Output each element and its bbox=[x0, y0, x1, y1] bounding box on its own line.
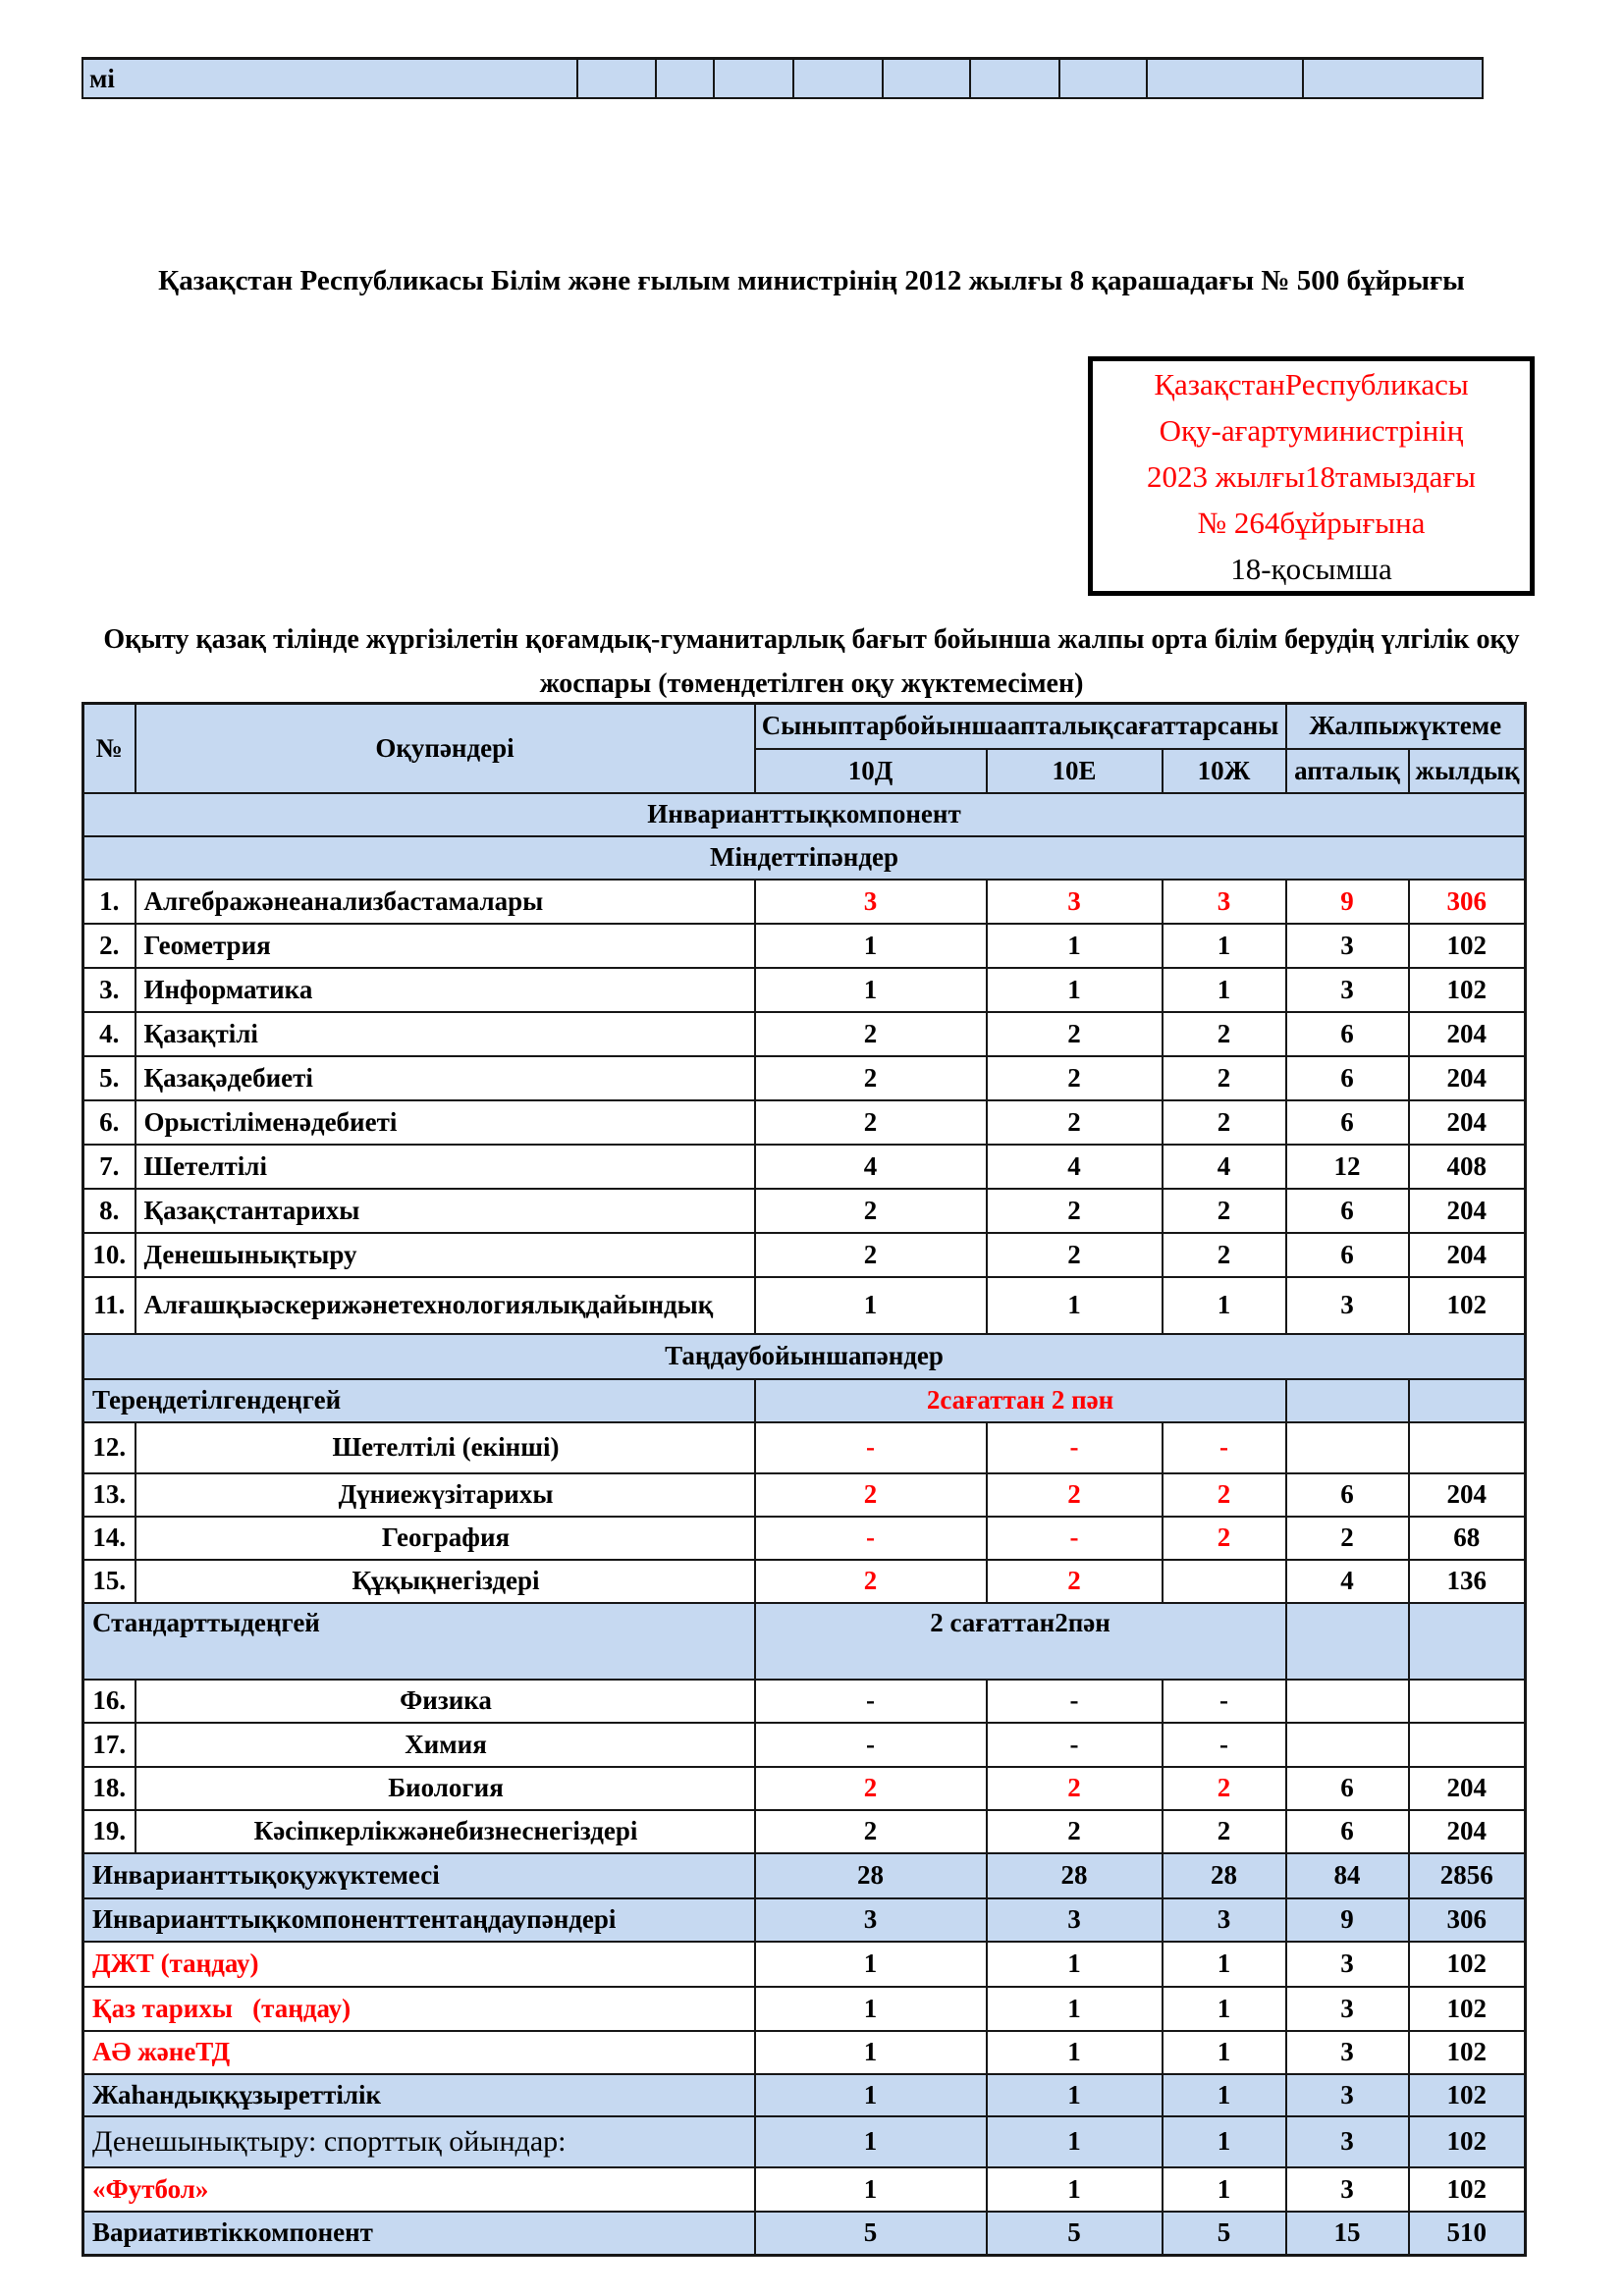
value-cell: 2 bbox=[1163, 1056, 1286, 1100]
table-row bbox=[83, 1517, 1526, 1560]
value-cell: 3 bbox=[1286, 968, 1409, 1012]
table-row bbox=[83, 968, 1526, 1012]
value-cell bbox=[1286, 1422, 1409, 1473]
subject-cell: Қазақәдебиеті bbox=[135, 1056, 755, 1100]
top-strip-cell bbox=[793, 59, 883, 99]
value-cell: 1 bbox=[755, 2116, 987, 2167]
value-cell: 2 bbox=[755, 1189, 987, 1233]
subject-cell: АӘ жәнеТД bbox=[83, 2031, 755, 2074]
row-number-cell: 13. bbox=[83, 1473, 135, 1517]
value-cell: 6 bbox=[1286, 1473, 1409, 1517]
value-cell: 102 bbox=[1409, 2116, 1526, 2167]
subject-cell: Кәсіпкерлікжәнебизнеснегіздері bbox=[135, 1810, 755, 1853]
row-number-cell: 2. bbox=[83, 924, 135, 968]
col-10e-header: 10Е bbox=[987, 749, 1163, 793]
row-number-cell: 4. bbox=[83, 1012, 135, 1056]
table-row bbox=[83, 1189, 1526, 1233]
value-cell: 2 bbox=[1163, 1100, 1286, 1145]
col-weekly-header: апталық bbox=[1286, 749, 1409, 793]
value-cell: 1 bbox=[1163, 2167, 1286, 2212]
value-cell: 6 bbox=[1286, 1100, 1409, 1145]
value-cell: 1 bbox=[755, 2031, 987, 2074]
value-cell: - bbox=[987, 1422, 1163, 1473]
row-number-cell: 7. bbox=[83, 1145, 135, 1189]
value-cell: 1 bbox=[755, 968, 987, 1012]
row-number-cell: 18. bbox=[83, 1767, 135, 1810]
stamp-line: Оқу-ағартуминистрінің bbox=[1159, 412, 1464, 448]
top-strip-cell: мі bbox=[82, 59, 577, 99]
table-row bbox=[83, 1603, 1526, 1680]
value-cell: 2 bbox=[1163, 1517, 1286, 1560]
value-cell: 28 bbox=[1163, 1853, 1286, 1898]
table-row bbox=[83, 924, 1526, 968]
value-cell: - bbox=[987, 1723, 1163, 1767]
level-label-cell: Стандарттыдеңгей bbox=[83, 1603, 755, 1680]
value-cell: 1 bbox=[755, 924, 987, 968]
subject-cell: Дүниежүзітарихы bbox=[135, 1473, 755, 1517]
value-cell: 2 bbox=[755, 1810, 987, 1853]
table-row bbox=[83, 1473, 1526, 1517]
value-cell: 1 bbox=[1163, 968, 1286, 1012]
value-cell: 306 bbox=[1409, 880, 1526, 924]
value-cell: - bbox=[755, 1517, 987, 1560]
value-cell: 5 bbox=[755, 2212, 987, 2256]
value-cell: 6 bbox=[1286, 1767, 1409, 1810]
subject-cell: ДЖТ (таңдау) bbox=[83, 1942, 755, 1987]
value-cell: 68 bbox=[1409, 1517, 1526, 1560]
top-strip-cell bbox=[1059, 59, 1147, 99]
document-subtitle: Оқыту қазақ тілінде жүргізілетін қоғамдық-гуманитарлық бағыт бойынша жалпы орта білім берудің үлгілік оқу жоспары (төмендетілген оқу жүктемесімен) bbox=[103, 624, 1520, 699]
row-number-cell: 5. bbox=[83, 1056, 135, 1100]
table-row bbox=[83, 2031, 1526, 2074]
table-row bbox=[83, 1898, 1526, 1942]
value-cell: 2 bbox=[1286, 1517, 1409, 1560]
value-cell bbox=[1286, 1723, 1409, 1767]
col-classes-group-header: Сыныптарбойыншаапталықсағаттарсаны bbox=[755, 704, 1286, 749]
curriculum-table bbox=[81, 702, 1527, 2257]
table-row bbox=[83, 1277, 1526, 1334]
subject-cell: Геометрия bbox=[135, 924, 755, 968]
value-cell: - bbox=[755, 1723, 987, 1767]
value-cell: 1 bbox=[755, 1277, 987, 1334]
value-cell: 1 bbox=[987, 968, 1163, 1012]
value-cell: 408 bbox=[1409, 1145, 1526, 1189]
value-cell: 2 bbox=[1163, 1233, 1286, 1277]
value-cell: 2 bbox=[755, 1012, 987, 1056]
value-cell: 102 bbox=[1409, 2074, 1526, 2116]
value-cell: 5 bbox=[987, 2212, 1163, 2256]
value-cell: 204 bbox=[1409, 1056, 1526, 1100]
value-cell: 136 bbox=[1409, 1560, 1526, 1603]
table-row bbox=[83, 880, 1526, 924]
value-cell: 3 bbox=[1286, 1987, 1409, 2031]
stamp-line: 18-қосымша bbox=[1230, 551, 1392, 586]
value-cell: 3 bbox=[1286, 1277, 1409, 1334]
value-cell: 1 bbox=[1163, 1277, 1286, 1334]
subject-cell: Инварианттықкомпоненттентаңдаупәндері bbox=[83, 1898, 755, 1942]
value-cell: - bbox=[755, 1680, 987, 1723]
value-cell: 1 bbox=[987, 2031, 1163, 2074]
value-cell: 102 bbox=[1409, 968, 1526, 1012]
value-cell: 102 bbox=[1409, 1277, 1526, 1334]
value-cell: 2 bbox=[987, 1100, 1163, 1145]
value-cell: 4 bbox=[1286, 1560, 1409, 1603]
value-cell: 6 bbox=[1286, 1189, 1409, 1233]
table-row bbox=[83, 2167, 1526, 2212]
row-number-cell: 16. bbox=[83, 1680, 135, 1723]
top-strip-cell bbox=[883, 59, 970, 99]
row-number-cell: 14. bbox=[83, 1517, 135, 1560]
value-cell: 15 bbox=[1286, 2212, 1409, 2256]
value-cell: 1 bbox=[1163, 2031, 1286, 2074]
section-label-cell: Таңдаубойыншапәндер bbox=[83, 1334, 1526, 1379]
value-cell: 2 bbox=[987, 1056, 1163, 1100]
value-cell: - bbox=[1163, 1680, 1286, 1723]
value-cell: 3 bbox=[1163, 1898, 1286, 1942]
table-row bbox=[83, 1334, 1526, 1379]
value-cell: - bbox=[987, 1680, 1163, 1723]
value-cell: - bbox=[987, 1517, 1163, 1560]
subject-cell: Денешынықтыру bbox=[135, 1233, 755, 1277]
value-cell: 2 bbox=[987, 1560, 1163, 1603]
table-row bbox=[83, 1100, 1526, 1145]
value-cell: 2 bbox=[1163, 1767, 1286, 1810]
subject-cell: Орыстіліменәдебиеті bbox=[135, 1100, 755, 1145]
value-cell: 1 bbox=[987, 1987, 1163, 2031]
subject-cell: Құқықнегіздері bbox=[135, 1560, 755, 1603]
table-row bbox=[83, 1012, 1526, 1056]
value-cell: 204 bbox=[1409, 1012, 1526, 1056]
value-cell: 3 bbox=[1286, 924, 1409, 968]
value-cell: 102 bbox=[1409, 1942, 1526, 1987]
subject-cell: Физика bbox=[135, 1680, 755, 1723]
value-cell: 3 bbox=[755, 1898, 987, 1942]
value-cell: 3 bbox=[987, 880, 1163, 924]
value-cell: 3 bbox=[987, 1898, 1163, 1942]
value-cell bbox=[1409, 1603, 1526, 1680]
subject-cell: Денешынықтыру: спорттық ойындар: bbox=[83, 2116, 755, 2167]
col-subjects-header: Оқупәндері bbox=[135, 704, 755, 793]
value-cell: 2 bbox=[755, 1560, 987, 1603]
col-total-group-header: Жалпыжүктеме bbox=[1286, 704, 1526, 749]
value-cell: 12 bbox=[1286, 1145, 1409, 1189]
col-number-header: № bbox=[83, 704, 135, 793]
document-title: Қазақстан Республикасы Білім және ғылым министрінің 2012 жылғы 8 қарашадағы № 500 бұйрығы bbox=[158, 265, 1465, 296]
value-cell: 2 bbox=[755, 1473, 987, 1517]
curriculum-table-header bbox=[83, 704, 1526, 793]
table-row bbox=[83, 1723, 1526, 1767]
value-cell: 5 bbox=[1163, 2212, 1286, 2256]
value-cell: 6 bbox=[1286, 1012, 1409, 1056]
value-cell: 2 bbox=[755, 1056, 987, 1100]
value-cell: 1 bbox=[1163, 1987, 1286, 2031]
value-cell: 6 bbox=[1286, 1056, 1409, 1100]
row-number-cell: 11. bbox=[83, 1277, 135, 1334]
value-cell: 9 bbox=[1286, 1898, 1409, 1942]
value-cell: 1 bbox=[1163, 2074, 1286, 2116]
value-cell: 3 bbox=[1286, 1942, 1409, 1987]
subject-cell: Қазақтілі bbox=[135, 1012, 755, 1056]
header-row bbox=[83, 704, 1526, 749]
table-row bbox=[83, 1233, 1526, 1277]
curriculum-table-body bbox=[83, 793, 1526, 2256]
value-cell: 1 bbox=[755, 1987, 987, 2031]
value-cell: 2 bbox=[1163, 1012, 1286, 1056]
value-cell: 1 bbox=[755, 1942, 987, 1987]
value-cell: 204 bbox=[1409, 1473, 1526, 1517]
value-cell bbox=[1409, 1379, 1526, 1422]
subject-cell: Химия bbox=[135, 1723, 755, 1767]
value-cell: 2856 bbox=[1409, 1853, 1526, 1898]
table-row bbox=[83, 1680, 1526, 1723]
table-row bbox=[83, 2212, 1526, 2256]
value-cell bbox=[1163, 1560, 1286, 1603]
col-10d-header: 10Д bbox=[755, 749, 987, 793]
top-strip-cell bbox=[1303, 59, 1483, 99]
top-strip-cell bbox=[970, 59, 1059, 99]
level-span-cell: 2сағаттан 2 пән bbox=[755, 1379, 1286, 1422]
value-cell: 2 bbox=[987, 1189, 1163, 1233]
table-row bbox=[83, 836, 1526, 880]
col-yearly-header: жылдық bbox=[1409, 749, 1526, 793]
value-cell: 3 bbox=[1286, 2116, 1409, 2167]
subject-cell: Жаһандыққұзыреттілік bbox=[83, 2074, 755, 2116]
table-row bbox=[83, 1379, 1526, 1422]
value-cell: 1 bbox=[987, 1942, 1163, 1987]
stamp-line: ҚазақстанРеспубликасы bbox=[1154, 366, 1469, 401]
value-cell: 204 bbox=[1409, 1810, 1526, 1853]
value-cell: 3 bbox=[1286, 2074, 1409, 2116]
top-strip-row bbox=[82, 59, 1483, 99]
value-cell: 1 bbox=[755, 2167, 987, 2212]
stamp-line: № 264бұйрығына bbox=[1197, 505, 1426, 540]
value-cell bbox=[1409, 1723, 1526, 1767]
subject-cell: Алғашқыәскерижәнетехнологиялықдайындық bbox=[135, 1277, 755, 1334]
value-cell: 1 bbox=[987, 2167, 1163, 2212]
section-label-cell: Инварианттықкомпонент bbox=[83, 793, 1526, 836]
row-number-cell: 6. bbox=[83, 1100, 135, 1145]
value-cell: 1 bbox=[1163, 1942, 1286, 1987]
subject-cell: Информатика bbox=[135, 968, 755, 1012]
row-number-cell: 19. bbox=[83, 1810, 135, 1853]
value-cell: 28 bbox=[755, 1853, 987, 1898]
row-number-cell: 1. bbox=[83, 880, 135, 924]
value-cell: 1 bbox=[987, 1277, 1163, 1334]
value-cell: 9 bbox=[1286, 880, 1409, 924]
value-cell: 2 bbox=[755, 1767, 987, 1810]
table-row bbox=[83, 793, 1526, 836]
value-cell: 3 bbox=[1286, 2031, 1409, 2074]
col-10zh-header: 10Ж bbox=[1163, 749, 1286, 793]
value-cell: 1 bbox=[987, 924, 1163, 968]
value-cell: 3 bbox=[1286, 2167, 1409, 2212]
value-cell: 1 bbox=[987, 2116, 1163, 2167]
subject-cell: Шетелтілі bbox=[135, 1145, 755, 1189]
value-cell: 204 bbox=[1409, 1767, 1526, 1810]
value-cell: 84 bbox=[1286, 1853, 1409, 1898]
stamp-line: 2023 жылғы18тамыздағы bbox=[1147, 458, 1476, 494]
table-row bbox=[83, 1145, 1526, 1189]
value-cell: 2 bbox=[755, 1233, 987, 1277]
subject-cell: Қазақстантарихы bbox=[135, 1189, 755, 1233]
level-span-cell: 2 сағаттан2пән bbox=[755, 1603, 1286, 1680]
value-cell: 6 bbox=[1286, 1810, 1409, 1853]
top-strip-table bbox=[81, 57, 1484, 99]
value-cell: 102 bbox=[1409, 924, 1526, 968]
table-row bbox=[83, 2074, 1526, 2116]
subject-cell: Алгебражәнеанализбастамалары bbox=[135, 880, 755, 924]
table-row bbox=[83, 2116, 1526, 2167]
value-cell: 204 bbox=[1409, 1100, 1526, 1145]
value-cell: 2 bbox=[1163, 1810, 1286, 1853]
value-cell: 2 bbox=[987, 1233, 1163, 1277]
stamp-box bbox=[1088, 356, 1535, 596]
value-cell: 204 bbox=[1409, 1233, 1526, 1277]
subject-cell: Шетелтілі (екінші) bbox=[135, 1422, 755, 1473]
top-strip-cell bbox=[577, 59, 656, 99]
subject-cell: Инварианттықоқужүктемесі bbox=[83, 1853, 755, 1898]
value-cell bbox=[1286, 1680, 1409, 1723]
row-number-cell: 8. bbox=[83, 1189, 135, 1233]
table-row bbox=[83, 1810, 1526, 1853]
table-row bbox=[83, 1942, 1526, 1987]
value-cell: 2 bbox=[987, 1767, 1163, 1810]
value-cell: 6 bbox=[1286, 1233, 1409, 1277]
level-label-cell: Тереңдетілгендеңгей bbox=[83, 1379, 755, 1422]
subject-cell: География bbox=[135, 1517, 755, 1560]
value-cell: 1 bbox=[1163, 924, 1286, 968]
value-cell: 2 bbox=[987, 1473, 1163, 1517]
table-row bbox=[83, 1560, 1526, 1603]
value-cell: 510 bbox=[1409, 2212, 1526, 2256]
value-cell: 2 bbox=[987, 1810, 1163, 1853]
top-strip-cell bbox=[714, 59, 793, 99]
table-row bbox=[83, 1056, 1526, 1100]
value-cell: 1 bbox=[987, 2074, 1163, 2116]
subject-cell: Вариативтіккомпонент bbox=[83, 2212, 755, 2256]
value-cell: 4 bbox=[755, 1145, 987, 1189]
row-number-cell: 17. bbox=[83, 1723, 135, 1767]
value-cell bbox=[1409, 1422, 1526, 1473]
value-cell: 2 bbox=[755, 1100, 987, 1145]
value-cell: 102 bbox=[1409, 1987, 1526, 2031]
subject-cell: Биология bbox=[135, 1767, 755, 1810]
row-number-cell: 12. bbox=[83, 1422, 135, 1473]
top-strip-cell bbox=[656, 59, 714, 99]
table-row bbox=[83, 1853, 1526, 1898]
value-cell: 4 bbox=[1163, 1145, 1286, 1189]
value-cell: 204 bbox=[1409, 1189, 1526, 1233]
value-cell: 102 bbox=[1409, 2031, 1526, 2074]
row-number-cell: 15. bbox=[83, 1560, 135, 1603]
value-cell: 4 bbox=[987, 1145, 1163, 1189]
value-cell bbox=[1409, 1680, 1526, 1723]
subject-cell: Қаз тарихы (таңдау) bbox=[83, 1987, 755, 2031]
value-cell: 2 bbox=[1163, 1473, 1286, 1517]
value-cell: - bbox=[1163, 1723, 1286, 1767]
value-cell: 1 bbox=[1163, 2116, 1286, 2167]
value-cell: 306 bbox=[1409, 1898, 1526, 1942]
subject-cell: «Футбол» bbox=[83, 2167, 755, 2212]
value-cell: 102 bbox=[1409, 2167, 1526, 2212]
value-cell: 2 bbox=[1163, 1189, 1286, 1233]
value-cell bbox=[1286, 1603, 1409, 1680]
value-cell bbox=[1286, 1379, 1409, 1422]
section-label-cell: Міндеттіпәндер bbox=[83, 836, 1526, 880]
value-cell: 28 bbox=[987, 1853, 1163, 1898]
value-cell: 1 bbox=[755, 2074, 987, 2116]
value-cell: - bbox=[1163, 1422, 1286, 1473]
value-cell: 3 bbox=[755, 880, 987, 924]
value-cell: - bbox=[755, 1422, 987, 1473]
value-cell: 2 bbox=[987, 1012, 1163, 1056]
row-number-cell: 3. bbox=[83, 968, 135, 1012]
table-row bbox=[83, 1422, 1526, 1473]
row-number-cell: 10. bbox=[83, 1233, 135, 1277]
value-cell: 3 bbox=[1163, 880, 1286, 924]
top-strip-cell bbox=[1147, 59, 1303, 99]
table-row bbox=[83, 1987, 1526, 2031]
table-row bbox=[83, 1767, 1526, 1810]
